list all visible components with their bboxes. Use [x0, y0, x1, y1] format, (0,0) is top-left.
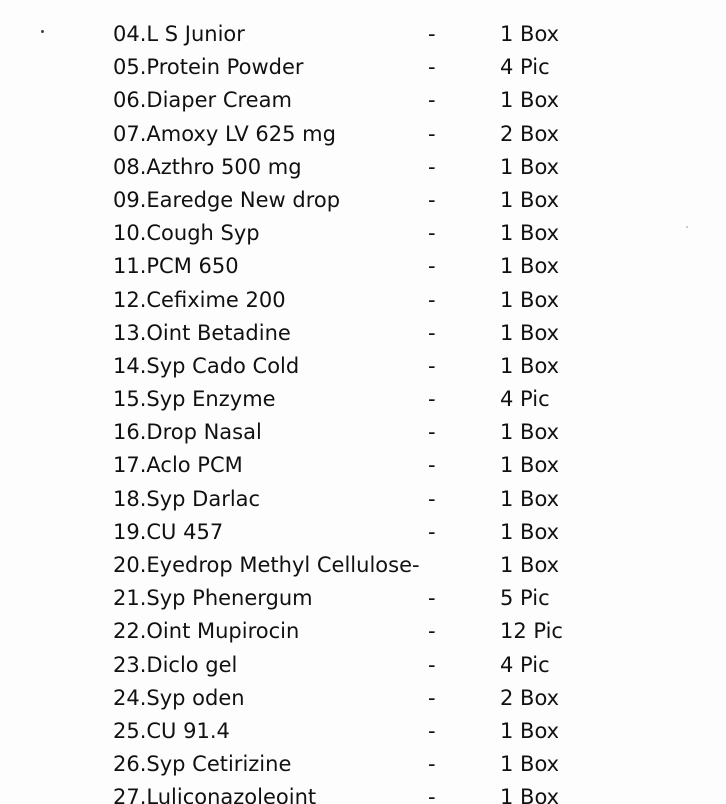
list-item [113, 317, 613, 350]
item-quantity: 1 Box [500, 88, 560, 113]
item-separator: - [428, 420, 436, 445]
item-name: 15.Syp Enzyme [113, 387, 276, 412]
item-separator: - [428, 619, 436, 644]
item-quantity: 12 Pic [500, 619, 563, 644]
medicine-list [113, 18, 613, 804]
list-item [113, 549, 613, 582]
item-quantity: 1 Box [500, 453, 560, 478]
item-quantity: 1 Box [500, 287, 560, 312]
item-name: 26.Syp Cetirizine [113, 752, 292, 777]
item-separator: - [428, 486, 436, 511]
list-item [113, 649, 613, 682]
item-separator: - [428, 387, 436, 412]
list-item [113, 217, 613, 250]
list-item [113, 748, 613, 781]
item-separator: - [428, 287, 436, 312]
item-name: 10.Cough Syp [113, 221, 260, 246]
list-item [113, 682, 613, 715]
scan-speck [41, 30, 44, 33]
item-quantity: 1 Box [500, 718, 560, 743]
item-separator: - [428, 121, 436, 146]
item-quantity: 4 Pic [500, 55, 550, 80]
item-separator: - [428, 320, 436, 345]
item-separator: - [428, 586, 436, 611]
item-name: 09.Earedge New drop [113, 187, 341, 212]
item-quantity: 1 Box [500, 22, 560, 46]
item-quantity: 1 Box [500, 254, 560, 279]
item-separator: - [428, 652, 436, 677]
list-item [113, 582, 613, 615]
item-name: 06.Diaper Cream [113, 88, 292, 113]
list-item [113, 416, 613, 449]
item-name: 11.PCM 650 [113, 254, 239, 279]
list-item [113, 18, 613, 51]
list-item [113, 615, 613, 648]
list-item [113, 118, 613, 151]
item-name: 19.CU 457 [113, 519, 224, 544]
item-separator: - [428, 353, 436, 378]
item-quantity: 5 Pic [500, 586, 550, 611]
item-name: 05.Protein Powder [113, 55, 304, 80]
item-quantity: 1 Box [500, 353, 560, 378]
list-item [113, 781, 613, 804]
item-separator: - [428, 154, 436, 179]
item-name: 20.Eyedrop Methyl Cellulose- [113, 553, 420, 577]
list-item [113, 284, 613, 317]
item-separator: - [428, 221, 436, 246]
item-quantity: 2 Box [500, 121, 560, 146]
item-separator: - [428, 718, 436, 743]
list-item [113, 516, 613, 549]
list-item [113, 715, 613, 748]
list-item [113, 51, 613, 84]
item-name: 12.Cefixime 200 [113, 287, 286, 312]
item-quantity: 1 Box [500, 320, 560, 345]
list-item [113, 250, 613, 283]
list-item [113, 350, 613, 383]
item-name: 04.L S Junior [113, 22, 245, 46]
item-separator: - [428, 22, 436, 46]
item-separator: - [428, 519, 436, 544]
item-name: 14.Syp Cado Cold [113, 353, 300, 378]
item-name: 24.Syp oden [113, 685, 245, 710]
item-name: 16.Drop Nasal [113, 420, 262, 445]
item-separator: - [428, 55, 436, 80]
item-quantity: 1 Box [500, 785, 560, 804]
item-quantity: 1 Box [500, 187, 560, 212]
list-item [113, 383, 613, 416]
item-name: 23.Diclo gel [113, 652, 238, 677]
item-quantity: 1 Box [500, 486, 560, 511]
item-separator: - [428, 88, 436, 113]
item-separator: - [428, 453, 436, 478]
list-item [113, 84, 613, 117]
list-item [113, 449, 613, 482]
item-quantity: 1 Box [500, 553, 560, 577]
item-name: 17.Aclo PCM [113, 453, 243, 478]
list-item [113, 483, 613, 516]
item-name: 07.Amoxy LV 625 mg [113, 121, 336, 146]
item-name: 25.CU 91.4 [113, 718, 230, 743]
item-name: 18.Syp Darlac [113, 486, 261, 511]
list-item [113, 151, 613, 184]
item-name: 21.Syp Phenergum [113, 586, 313, 611]
item-name: 08.Azthro 500 mg [113, 154, 302, 179]
item-quantity: 1 Box [500, 154, 560, 179]
item-quantity: 1 Box [500, 420, 560, 445]
item-name: 27.Luliconazoleoint [113, 785, 317, 804]
item-name: 22.Oint Mupirocin [113, 619, 300, 644]
item-quantity: 1 Box [500, 221, 560, 246]
item-separator: - [428, 187, 436, 212]
item-separator: - [428, 785, 436, 804]
item-quantity: 1 Box [500, 752, 560, 777]
item-separator: - [428, 752, 436, 777]
list-item [113, 184, 613, 217]
item-quantity: 1 Box [500, 519, 560, 544]
scan-speck [686, 226, 688, 228]
item-separator: - [428, 254, 436, 279]
item-quantity: 4 Pic [500, 652, 550, 677]
item-quantity: 2 Box [500, 685, 560, 710]
item-separator: - [428, 685, 436, 710]
item-quantity: 4 Pic [500, 387, 550, 412]
item-name: 13.Oint Betadine [113, 320, 291, 345]
